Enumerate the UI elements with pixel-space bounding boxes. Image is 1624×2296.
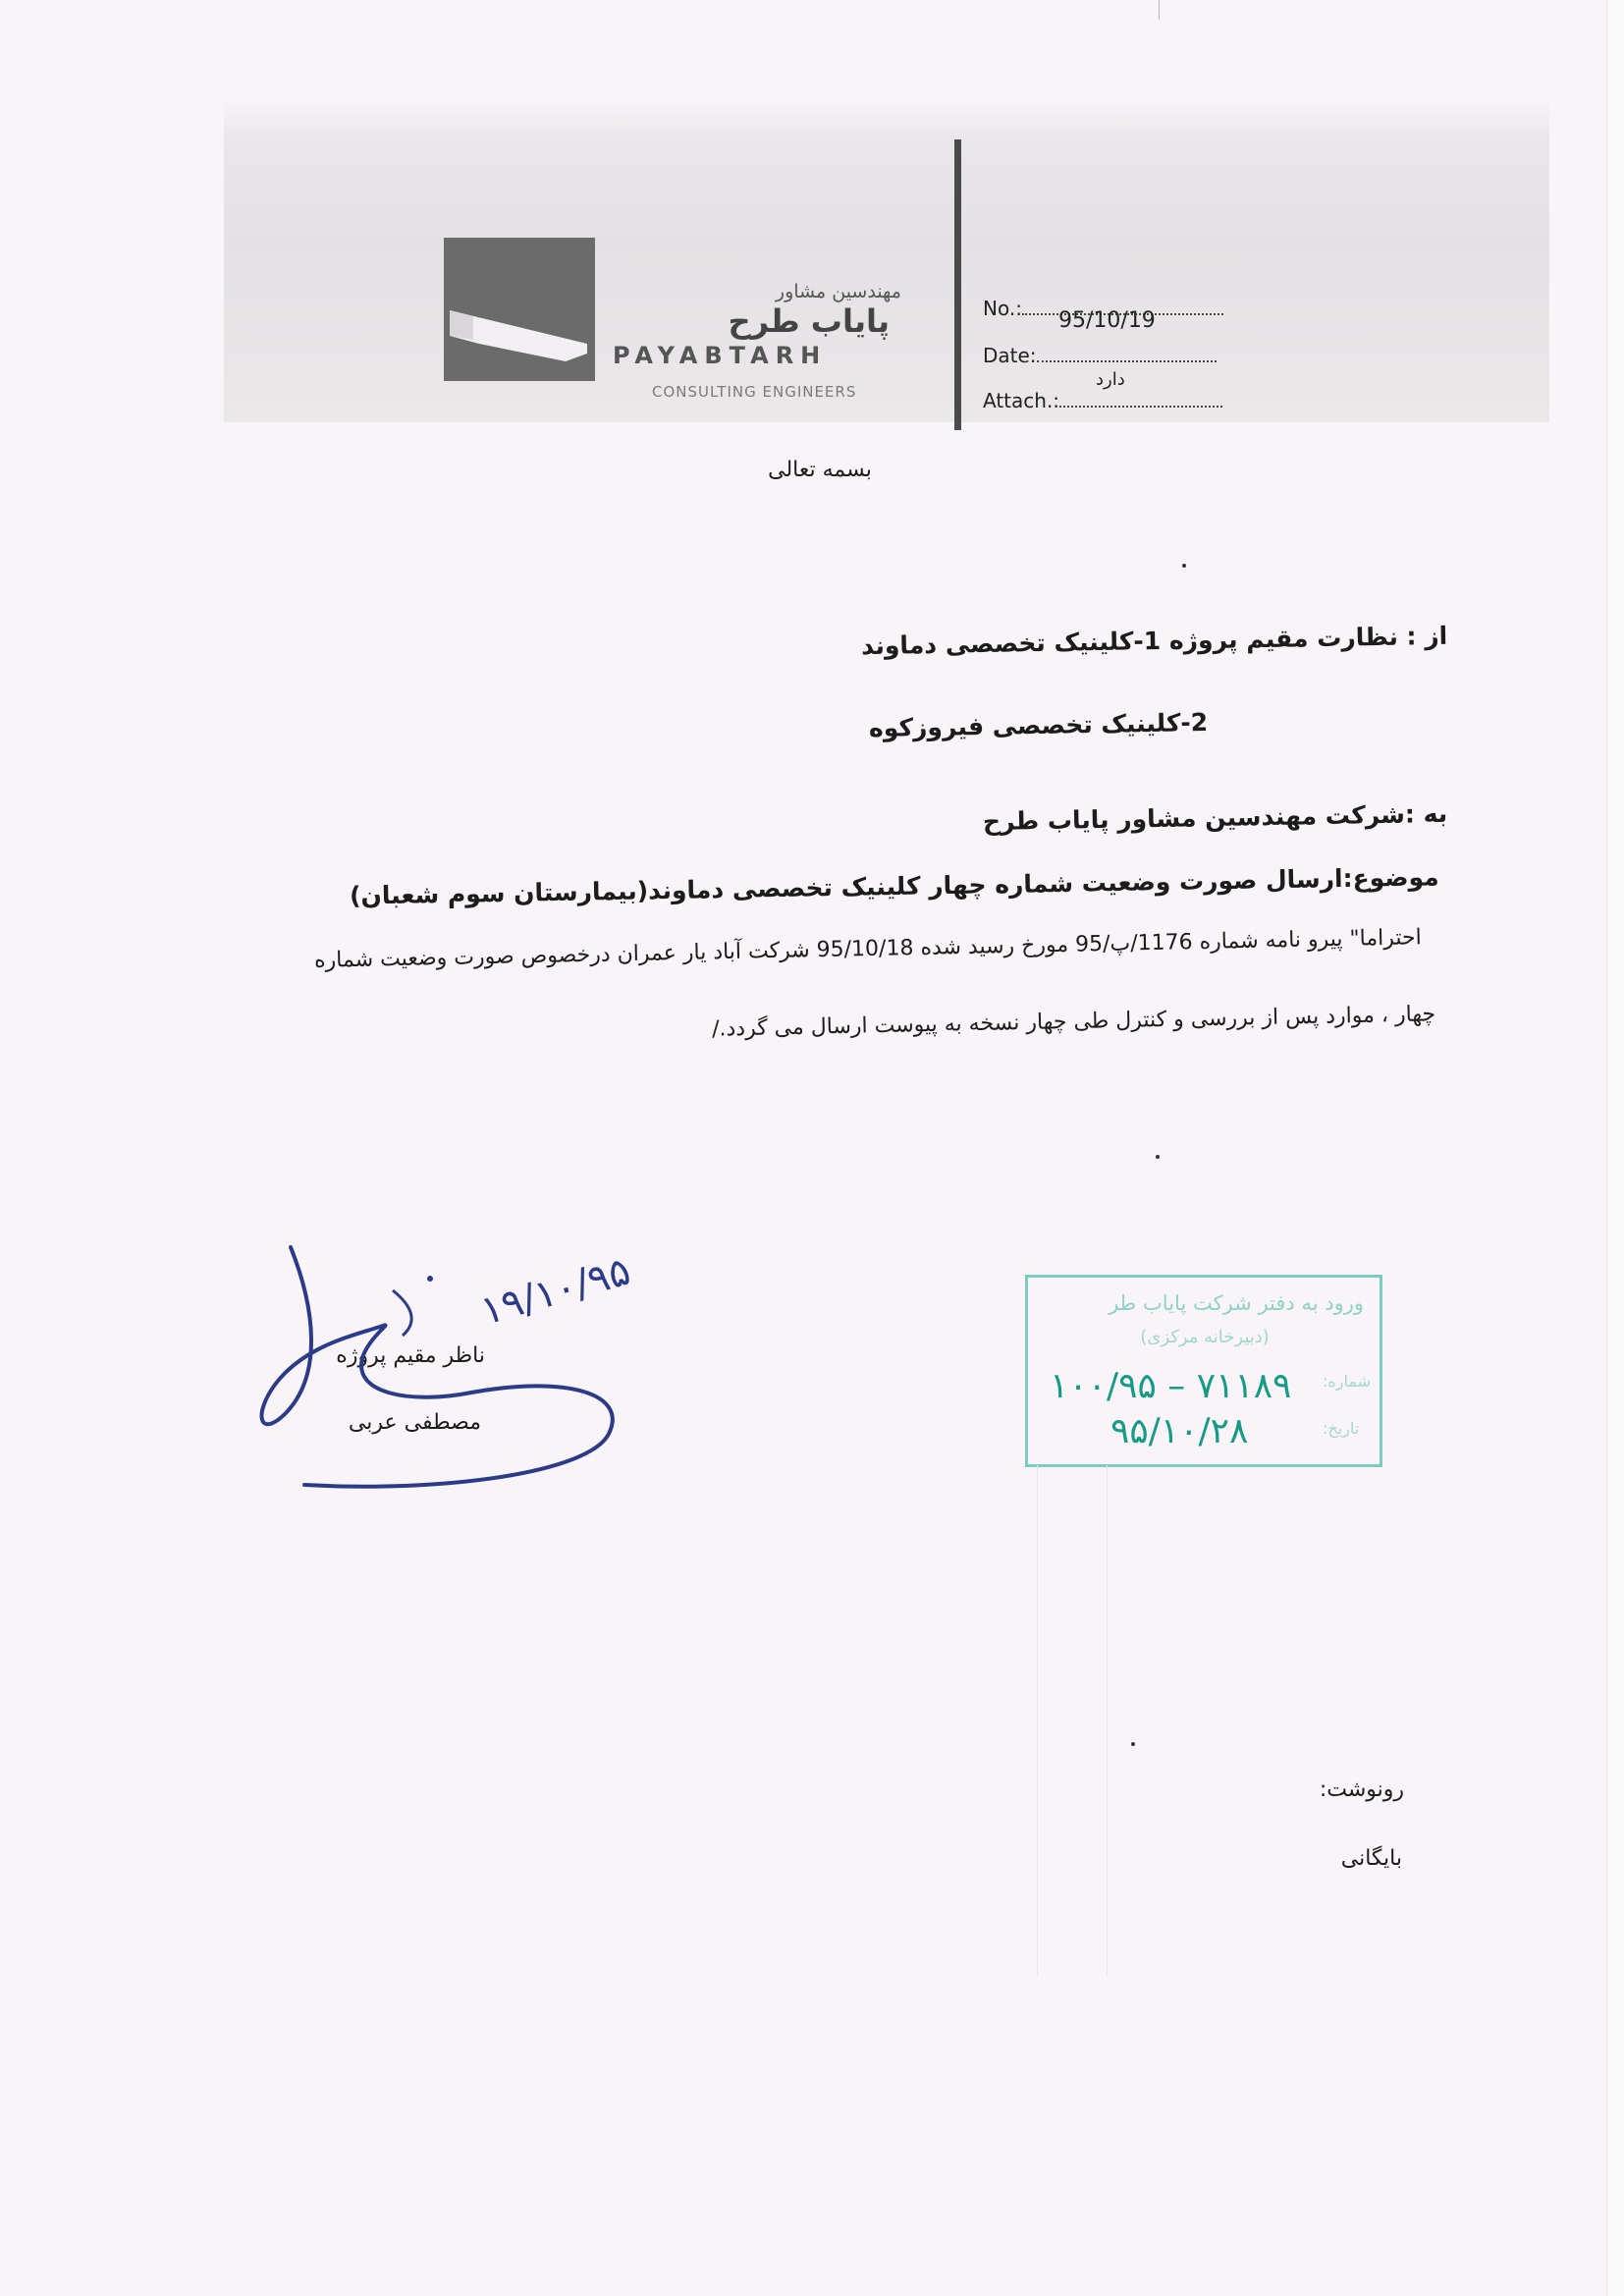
from-line: از : نظارت مقیم پروژه 1-کلینیک تخصصی دماوند	[860, 621, 1448, 661]
stamp-number-value: ۱۰۰/۹۵ – ۷۱۱۸۹	[1050, 1366, 1292, 1406]
subject-line: موضوع:ارسال صورت وضعیت شماره چهار کلینیک تخصصی دماوند(بیمارستان سوم شعبان)	[350, 862, 1440, 910]
stamp-line-2: (دبیرخانه مرکزی)	[1140, 1327, 1270, 1347]
letter-attach-label: Attach.:	[983, 389, 1060, 412]
body-line-2: چهار ، موارد پس از بررسی و کنترل طی چهار نسخه به پیوست ارسال می گردد./	[711, 1002, 1436, 1042]
brand-name-small-fa: مهندسین مشاور	[775, 281, 901, 302]
brand-subtitle: CONSULTING ENGINEERS	[652, 383, 857, 401]
stamp-date-value: ۹۵/۱۰/۲۸	[1110, 1411, 1249, 1451]
letterhead-band	[224, 98, 1549, 422]
stamp-shadow-column	[1037, 1465, 1108, 1976]
to-line: به :شرکت مهندسین مشاور پایاب طرح	[982, 798, 1448, 837]
letter-attach-row	[983, 389, 1222, 412]
signer-title: ناظر مقیم پروژه	[336, 1343, 485, 1368]
letter-attach-value: دارد	[1096, 369, 1125, 390]
stamp-number-label: شماره:	[1323, 1372, 1372, 1391]
from-line-2: 2-کلینیک تخصصی فیروزکوه	[868, 707, 1209, 743]
brand-name-fa: پایاب طرح	[728, 302, 890, 340]
letter-date-label: Date:	[983, 344, 1037, 367]
scan-edge	[1606, 0, 1624, 2296]
registry-stamp	[1025, 1275, 1382, 1467]
brand-name-en: PAYABTARH	[613, 342, 828, 369]
letter-date-row	[983, 344, 1217, 367]
cc-value: بایگانی	[1340, 1846, 1402, 1871]
company-logo-icon	[444, 238, 595, 381]
letter-number-value: 95/10/19	[1058, 308, 1156, 333]
body-line-1: احتراما" پیرو نامه شماره 1176/پ/95 مورخ رسید شده 95/10/18 شرکت آباد یار عمران درخصوص صورت وضعیت شماره	[314, 925, 1423, 973]
stamp-date-label: تاریخ:	[1323, 1419, 1360, 1438]
signer-name: مصطفی عربی	[348, 1410, 481, 1435]
cc-label: رونوشت:	[1319, 1777, 1404, 1802]
bismillah-heading: بسمه تعالی	[768, 458, 872, 482]
letter-number-label: No.:	[983, 297, 1022, 320]
signature-date: ۱۹/۱۰/۹۵	[475, 1248, 636, 1335]
stamp-line-1: ورود به دفتر شرکت پایاب طر	[1109, 1291, 1364, 1315]
paper-crease	[1159, 0, 1160, 20]
letterhead-divider	[954, 139, 961, 430]
